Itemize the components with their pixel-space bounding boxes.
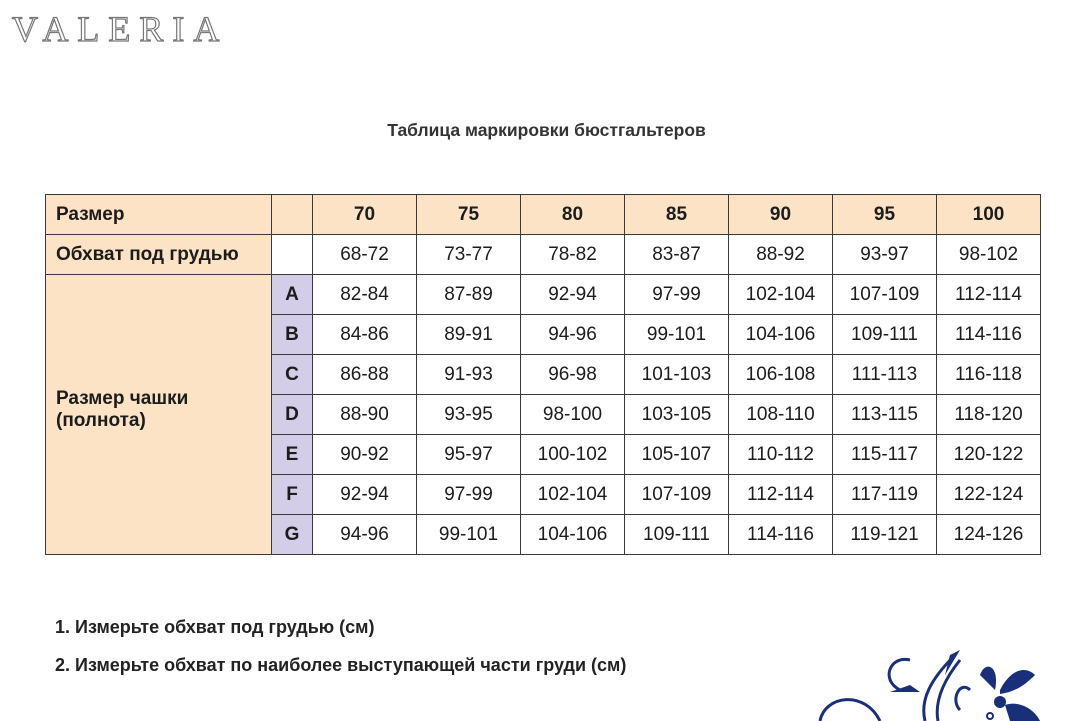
bust-cell: 107-109 — [625, 475, 729, 515]
bust-cell: 104-106 — [729, 315, 833, 355]
bust-cell: 92-94 — [521, 275, 625, 315]
bust-cell: 90-92 — [313, 435, 417, 475]
bust-cell: 110-112 — [729, 435, 833, 475]
bust-cell: 92-94 — [313, 475, 417, 515]
bust-cell: 114-116 — [937, 315, 1041, 355]
page-title: Таблица маркировки бюстгальтеров — [387, 120, 706, 140]
brand-logo: VALERIA — [12, 9, 229, 49]
bust-cell: 96-98 — [521, 355, 625, 395]
bust-cell: 103-105 — [625, 395, 729, 435]
bust-cell: 106-108 — [729, 355, 833, 395]
underbust-cell: 73-77 — [417, 235, 521, 275]
cup-row — [46, 275, 1041, 315]
bust-cell: 82-84 — [313, 275, 417, 315]
bust-cell: 112-114 — [729, 475, 833, 515]
bust-cell: 95-97 — [417, 435, 521, 475]
size-label: Размер — [46, 195, 272, 235]
bust-cell: 84-86 — [313, 315, 417, 355]
size-header: 95 — [833, 195, 937, 235]
bust-cell: 93-95 — [417, 395, 521, 435]
size-header: 80 — [521, 195, 625, 235]
size-header: 70 — [313, 195, 417, 235]
underbust-cell: 68-72 — [313, 235, 417, 275]
cup-letter: E — [272, 435, 313, 475]
cup-letter: A — [272, 275, 313, 315]
size-header: 75 — [417, 195, 521, 235]
bust-cell: 116-118 — [937, 355, 1041, 395]
bust-cell: 99-101 — [417, 515, 521, 555]
bust-cell: 113-115 — [833, 395, 937, 435]
bust-cell: 118-120 — [937, 395, 1041, 435]
bust-cell: 91-93 — [417, 355, 521, 395]
bust-cell: 105-107 — [625, 435, 729, 475]
size-row — [46, 195, 1041, 235]
bust-cell: 104-106 — [521, 515, 625, 555]
bust-cell: 97-99 — [417, 475, 521, 515]
bust-cell: 112-114 — [937, 275, 1041, 315]
cup-letter: C — [272, 355, 313, 395]
bust-cell: 115-117 — [833, 435, 937, 475]
bust-cell: 100-102 — [521, 435, 625, 475]
cup-letter: D — [272, 395, 313, 435]
cup-letter: G — [272, 515, 313, 555]
bust-cell: 120-122 — [937, 435, 1041, 475]
bust-cell: 101-103 — [625, 355, 729, 395]
floral-ornament-icon — [810, 630, 1073, 721]
bust-cell: 86-88 — [313, 355, 417, 395]
bust-cell: 114-116 — [729, 515, 833, 555]
underbust-cell: 83-87 — [625, 235, 729, 275]
bust-cell: 109-111 — [833, 315, 937, 355]
underbust-row — [46, 235, 1041, 275]
underbust-cell: 88-92 — [729, 235, 833, 275]
bust-cell: 124-126 — [937, 515, 1041, 555]
size-header: 90 — [729, 195, 833, 235]
cup-label: Размер чашки (полнота) — [46, 275, 272, 555]
bust-cell: 94-96 — [521, 315, 625, 355]
bust-cell: 102-104 — [729, 275, 833, 315]
underbust-cell: 78-82 — [521, 235, 625, 275]
underbust-label: Обхват под грудью — [46, 235, 272, 275]
bust-cell: 97-99 — [625, 275, 729, 315]
bust-cell: 109-111 — [625, 515, 729, 555]
blank-cell — [272, 235, 313, 275]
bust-cell: 87-89 — [417, 275, 521, 315]
size-table — [45, 194, 1041, 555]
instruction-1: 1. Измерьте обхват под грудью (см) — [55, 617, 375, 637]
bust-cell: 99-101 — [625, 315, 729, 355]
cup-letter: B — [272, 315, 313, 355]
bust-cell: 102-104 — [521, 475, 625, 515]
size-header: 100 — [937, 195, 1041, 235]
bust-cell: 98-100 — [521, 395, 625, 435]
size-header: 85 — [625, 195, 729, 235]
underbust-cell: 93-97 — [833, 235, 937, 275]
bust-cell: 119-121 — [833, 515, 937, 555]
bust-cell: 88-90 — [313, 395, 417, 435]
cup-letter: F — [272, 475, 313, 515]
bust-cell: 122-124 — [937, 475, 1041, 515]
instruction-2: 2. Измерьте обхват по наиболее выступающей части груди (см) — [55, 655, 627, 675]
bust-cell: 89-91 — [417, 315, 521, 355]
underbust-cell: 98-102 — [937, 235, 1041, 275]
bust-cell: 117-119 — [833, 475, 937, 515]
bust-cell: 108-110 — [729, 395, 833, 435]
blank-cell — [272, 195, 313, 235]
bust-cell: 111-113 — [833, 355, 937, 395]
bust-cell: 94-96 — [313, 515, 417, 555]
bust-cell: 107-109 — [833, 275, 937, 315]
